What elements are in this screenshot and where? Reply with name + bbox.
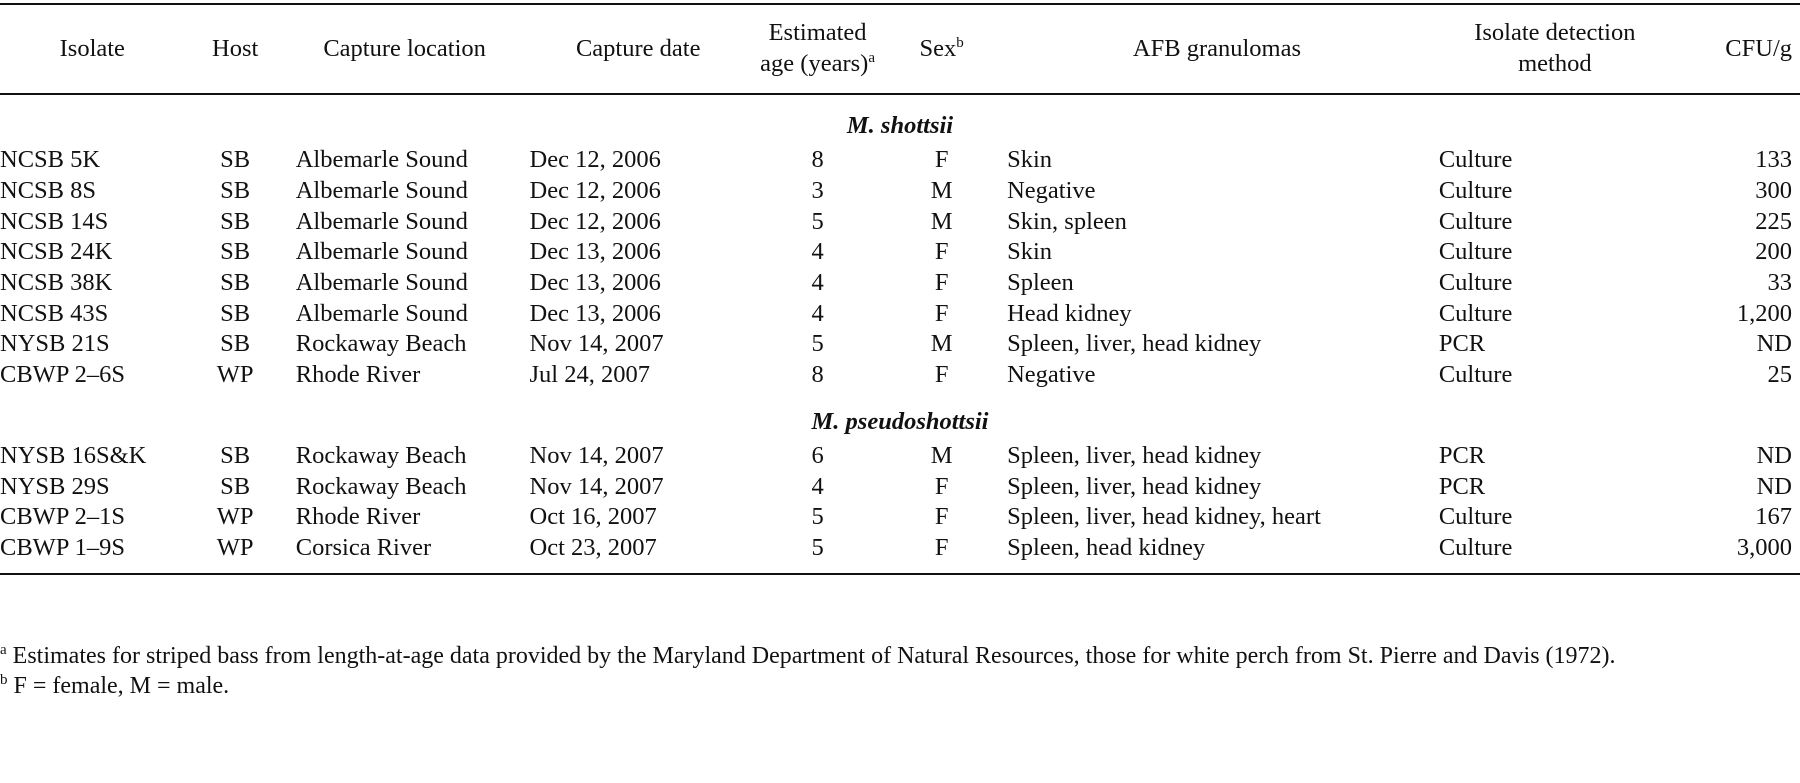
cell-capture-location: Albemarle Sound	[295, 299, 468, 327]
cell-cfu: 225	[1755, 207, 1792, 235]
cell-capture-location: Rockaway Beach	[295, 330, 467, 358]
table-row	[0, 145, 1800, 176]
cell-capture-location: Albemarle Sound	[295, 207, 468, 235]
cell-cfu: 1,200	[1736, 299, 1792, 327]
cell-host: SB	[220, 472, 251, 500]
cell-cfu: 200	[1755, 238, 1792, 266]
cell-detection-method: Culture	[1438, 299, 1513, 327]
cell-cfu: 3,000	[1736, 533, 1792, 561]
cell-cfu: 300	[1755, 177, 1792, 205]
cell-detection-method: Culture	[1438, 533, 1513, 561]
cell-afb-granulomas: Spleen, liver, head kidney, heart	[1007, 503, 1321, 531]
cell-isolate: NYSB 21S	[0, 330, 110, 358]
table-row	[0, 533, 1800, 575]
cell-capture-date: Dec 13, 2006	[529, 299, 661, 327]
cell-host: SB	[220, 299, 251, 327]
table-row	[0, 176, 1800, 207]
cell-cfu: ND	[1756, 441, 1792, 469]
cell-capture-location: Albemarle Sound	[295, 146, 468, 174]
table-row	[0, 441, 1800, 472]
cell-afb-granulomas: Negative	[1007, 177, 1096, 205]
header-row	[0, 4, 1800, 94]
cell-host: SB	[220, 207, 251, 235]
cell-afb-granulomas: Head kidney	[1007, 299, 1132, 327]
cell-detection-method: Culture	[1438, 361, 1513, 389]
cell-cfu: 25	[1767, 361, 1792, 389]
footnote-marker: a	[0, 642, 7, 658]
cell-capture-date: Dec 12, 2006	[529, 177, 661, 205]
cell-isolate: NCSB 38K	[0, 269, 113, 297]
cell-detection-method: Culture	[1438, 177, 1513, 205]
cell-capture-location: Rhode River	[295, 361, 421, 389]
cell-afb-granulomas: Skin, spleen	[1007, 207, 1127, 235]
cell-estimated-age: 5	[811, 330, 824, 358]
footnote-text: F = female, M = male.	[13, 673, 230, 699]
cell-capture-location: Albemarle Sound	[295, 238, 468, 266]
cell-isolate: CBWP 1–9S	[0, 533, 126, 561]
table-row	[0, 360, 1800, 391]
cell-capture-date: Jul 24, 2007	[529, 361, 650, 389]
cell-detection-method: PCR	[1438, 472, 1486, 500]
table-row	[0, 206, 1800, 237]
cell-estimated-age: 8	[811, 361, 824, 389]
header-detection-method	[1433, 4, 1677, 94]
cell-detection-method: PCR	[1438, 330, 1486, 358]
header-capture-date: Capture date	[575, 34, 701, 62]
cell-sex: F	[934, 299, 949, 327]
cell-sex: F	[934, 503, 949, 531]
footnote	[0, 671, 1792, 701]
cell-afb-granulomas: Skin	[1007, 238, 1053, 266]
cell-isolate: NCSB 8S	[0, 177, 97, 205]
cell-detection-method: Culture	[1438, 269, 1513, 297]
cell-afb-granulomas: Spleen, liver, head kidney	[1007, 472, 1262, 500]
cell-capture-date: Nov 14, 2007	[529, 330, 664, 358]
cell-isolate: CBWP 2–1S	[0, 503, 126, 531]
footnote-marker-a: a	[868, 49, 875, 66]
cell-host: SB	[220, 269, 251, 297]
cell-afb-granulomas: Negative	[1007, 361, 1096, 389]
cell-capture-date: Dec 13, 2006	[529, 269, 661, 297]
cell-capture-location: Corsica River	[295, 533, 432, 561]
header-sex-label: Sex	[919, 34, 957, 62]
cell-afb-granulomas: Spleen, liver, head kidney	[1007, 441, 1262, 469]
cell-host: WP	[216, 503, 254, 531]
footnote-marker: b	[0, 672, 8, 688]
header-afb-granulomas: AFB granulomas	[1132, 34, 1302, 62]
header-host: Host	[212, 34, 259, 62]
species-group-name: M. pseudoshottsii	[811, 407, 989, 435]
species-group-name: M. shottsii	[846, 112, 954, 139]
table-row	[0, 471, 1800, 502]
cell-estimated-age: 3	[811, 177, 824, 205]
cell-estimated-age: 6	[811, 441, 824, 469]
cell-sex: M	[930, 207, 953, 235]
cell-host: SB	[220, 441, 251, 469]
cell-estimated-age: 4	[811, 269, 824, 297]
cell-estimated-age: 5	[811, 503, 824, 531]
cell-host: SB	[220, 146, 251, 174]
cell-cfu: 133	[1755, 146, 1792, 174]
cell-capture-location: Albemarle Sound	[295, 177, 468, 205]
cell-capture-date: Dec 13, 2006	[529, 238, 661, 266]
cell-detection-method: PCR	[1438, 441, 1486, 469]
footnote	[0, 641, 1792, 671]
cell-capture-date: Oct 16, 2007	[529, 503, 657, 531]
cell-cfu: ND	[1756, 330, 1792, 358]
cell-isolate: NCSB 43S	[0, 299, 109, 327]
cell-cfu: 33	[1767, 269, 1792, 297]
cell-capture-date: Nov 14, 2007	[529, 472, 664, 500]
cell-sex: F	[934, 533, 949, 561]
cell-detection-method: Culture	[1438, 207, 1513, 235]
cell-host: WP	[216, 361, 254, 389]
table-row	[0, 298, 1800, 329]
cell-detection-method: Culture	[1438, 503, 1513, 531]
footnote-marker-b: b	[956, 34, 964, 51]
footnotes	[0, 641, 1792, 701]
header-capture-location: Capture location	[323, 34, 486, 62]
cell-host: SB	[220, 238, 251, 266]
table-row	[0, 268, 1800, 299]
cell-afb-granulomas: Spleen, liver, head kidney	[1007, 330, 1262, 358]
cell-cfu: 167	[1755, 503, 1792, 531]
cell-afb-granulomas: Skin	[1007, 146, 1053, 174]
cell-afb-granulomas: Spleen, head kidney	[1007, 533, 1206, 561]
cell-estimated-age: 4	[811, 299, 824, 327]
cell-cfu: ND	[1756, 472, 1792, 500]
species-group-row	[0, 391, 1800, 441]
cell-capture-location: Albemarle Sound	[295, 269, 468, 297]
header-estimated-age-line1: Estimated	[768, 19, 867, 46]
header-detection-line1: Isolate detection	[1474, 19, 1636, 46]
footnote-text: Estimates for striped bass from length-at-age data provided by the Maryland Department of Natural Resources, those for white perch from St. Pierre and Davis (1972).	[12, 643, 1616, 669]
cell-sex: F	[934, 361, 949, 389]
cell-capture-location: Rockaway Beach	[295, 441, 467, 469]
cell-isolate: NCSB 14S	[0, 207, 109, 235]
header-estimated-age	[753, 4, 882, 94]
cell-afb-granulomas: Spleen	[1007, 269, 1074, 297]
cell-detection-method: Culture	[1438, 146, 1513, 174]
cell-estimated-age: 8	[811, 146, 824, 174]
cell-sex: F	[934, 269, 949, 297]
cell-detection-method: Culture	[1438, 238, 1513, 266]
cell-capture-date: Oct 23, 2007	[529, 533, 657, 561]
cell-sex: F	[934, 238, 949, 266]
table-header	[0, 4, 1800, 94]
cell-isolate: NYSB 29S	[0, 472, 110, 500]
table-row	[0, 237, 1800, 268]
cell-host: WP	[216, 533, 254, 561]
header-detection-line2: method	[1518, 50, 1592, 77]
cell-estimated-age: 5	[811, 207, 824, 235]
cell-sex: F	[934, 472, 949, 500]
cell-isolate: NYSB 16S&K	[0, 441, 147, 469]
cell-host: SB	[220, 330, 251, 358]
header-sex	[882, 4, 1001, 94]
header-estimated-age-line2: age (years)	[760, 50, 869, 77]
cell-capture-date: Dec 12, 2006	[529, 146, 661, 174]
cell-estimated-age: 4	[811, 238, 824, 266]
cell-isolate: NCSB 5K	[0, 146, 101, 174]
table-row	[0, 502, 1800, 533]
header-isolate: Isolate	[59, 34, 125, 62]
table-body	[0, 94, 1800, 574]
isolates-table	[0, 3, 1800, 575]
cell-sex: M	[930, 441, 953, 469]
cell-estimated-age: 4	[811, 472, 824, 500]
table-row	[0, 329, 1800, 360]
cell-host: SB	[220, 177, 251, 205]
cell-isolate: CBWP 2–6S	[0, 361, 126, 389]
cell-capture-date: Nov 14, 2007	[529, 441, 664, 469]
header-cfu: CFU/g	[1725, 34, 1792, 62]
cell-sex: M	[930, 330, 953, 358]
cell-estimated-age: 5	[811, 533, 824, 561]
species-group-row	[0, 94, 1800, 145]
cell-sex: M	[930, 177, 953, 205]
cell-capture-date: Dec 12, 2006	[529, 207, 661, 235]
cell-isolate: NCSB 24K	[0, 238, 113, 266]
cell-sex: F	[934, 146, 949, 174]
cell-capture-location: Rhode River	[295, 503, 421, 531]
cell-capture-location: Rockaway Beach	[295, 472, 467, 500]
